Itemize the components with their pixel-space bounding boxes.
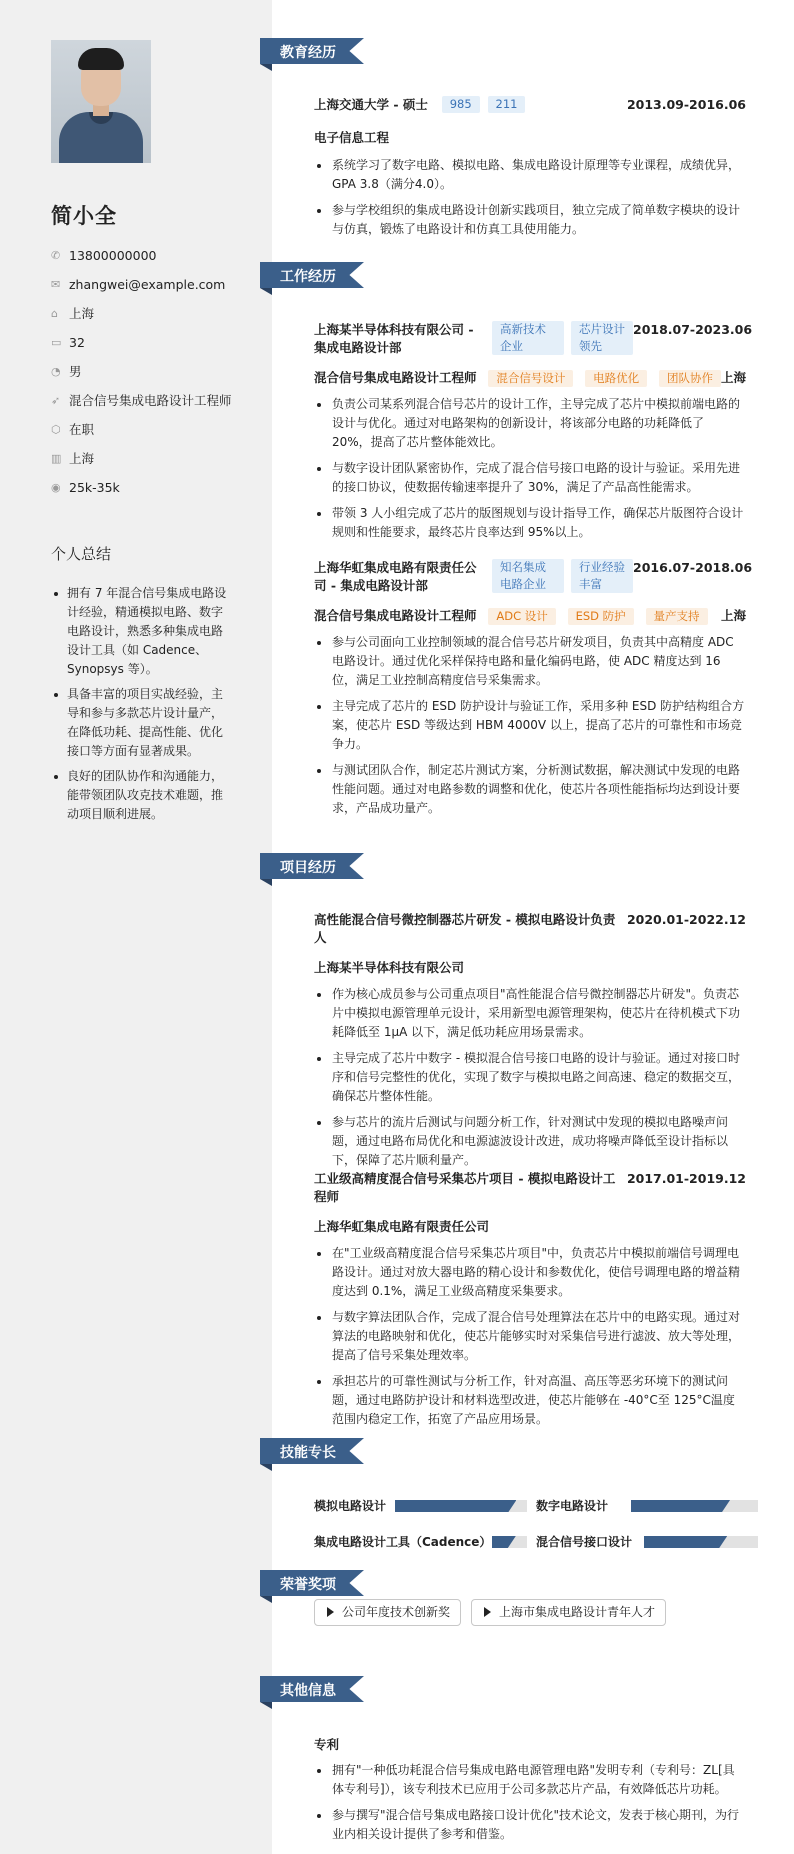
company-name: 上海华虹集成电路有限责任公司 - 集成电路设计部 bbox=[314, 560, 477, 593]
work-entry bbox=[314, 559, 753, 825]
edu-date: 2013.09-2016.06 bbox=[626, 97, 746, 112]
info-age bbox=[51, 333, 256, 352]
status-text: 在职 bbox=[69, 422, 95, 437]
play-icon bbox=[484, 1607, 491, 1617]
info-position bbox=[51, 391, 256, 410]
work-bullets bbox=[314, 395, 746, 542]
bullet-item: 与数字算法团队合作，完成了混合信号处理算法在芯片中的电路实现。通过对算法的电路映射和优化，使芯片能够实时对采集信号进行滤波、放大等处理，提高了信号采集处理效率。 bbox=[314, 1308, 746, 1365]
phone-text: 13800000000 bbox=[69, 248, 157, 263]
profile-photo bbox=[51, 40, 151, 163]
gender-text: 男 bbox=[69, 364, 82, 379]
play-icon bbox=[327, 1607, 334, 1617]
award-item bbox=[314, 1599, 461, 1626]
position-text: 混合信号集成电路设计工程师 bbox=[69, 393, 232, 408]
section-title: 项目经历 bbox=[280, 860, 336, 876]
info-status bbox=[51, 420, 256, 439]
major: 电子信息工程 bbox=[314, 130, 390, 145]
patent-heading: 专利 bbox=[314, 1737, 340, 1752]
project-bullets bbox=[314, 985, 746, 1170]
info-city bbox=[51, 304, 256, 323]
edu-bullets bbox=[314, 156, 746, 239]
award-item bbox=[471, 1599, 666, 1626]
award-text: 上海市集成电路设计青年人才 bbox=[499, 1605, 656, 1619]
job-title: 混合信号集成电路设计工程师 bbox=[314, 608, 477, 623]
bullet-item: 参与公司面向工业控制领域的混合信号芯片研发项目，负责其中高精度 ADC 电路设计。通过优化采样保持电路和量化编码电路，使 ADC 精度达到 16 位，满足工业控制高精度信号采集需求。 bbox=[314, 633, 746, 690]
education-entry bbox=[314, 96, 746, 246]
gender-icon: ◔ bbox=[51, 365, 61, 378]
bullet-item: 带领 3 人小组完成了芯片的版图规划与设计指导工作，确保芯片版图符合设计规则和性能要求，最终芯片良率达到 95%以上。 bbox=[314, 504, 746, 542]
section-header-skills bbox=[260, 1438, 364, 1464]
section-title: 荣誉奖项 bbox=[280, 1577, 336, 1593]
project-date: 2020.01-2022.12 bbox=[626, 912, 746, 927]
city-text: 上海 bbox=[69, 306, 95, 321]
salary-icon: ◉ bbox=[51, 481, 61, 494]
company-tag: 高新技术企业 bbox=[492, 321, 564, 355]
project-bullets bbox=[314, 1244, 746, 1429]
skill-tag: ESD 防护 bbox=[568, 608, 634, 625]
skill-bar bbox=[644, 1536, 758, 1548]
bullet-item: 与测试团队合作，制定芯片测试方案，分析测试数据，解决测试中发现的电路性能问题。通过对电路参数的调整和优化，使芯片各项性能指标均达到设计要求，产品成功量产。 bbox=[314, 761, 746, 818]
section-header-projects bbox=[260, 853, 364, 879]
bullet-item: 参与学校组织的集成电路设计创新实践项目，独立完成了简单数字模块的设计与仿真，锻炼了电路设计和仿真工具使用能力。 bbox=[314, 201, 746, 239]
work-date: 2016.07-2018.06 bbox=[633, 560, 753, 575]
skill-bar bbox=[395, 1500, 527, 1512]
contact-info bbox=[51, 246, 256, 507]
bullet-item: 与数字设计团队紧密协作，完成了混合信号接口电路的设计与验证。采用先进的接口协议，使数据传输速率提升了 30%，满足了产品高性能需求。 bbox=[314, 459, 746, 497]
skill-name: 模拟电路设计 bbox=[314, 1499, 387, 1513]
award-text: 公司年度技术创新奖 bbox=[342, 1605, 451, 1619]
skill-bar-fill bbox=[492, 1536, 516, 1548]
company-name: 上海某半导体科技有限公司 - 集成电路设计部 bbox=[314, 322, 474, 355]
skill-name: 混合信号接口设计 bbox=[536, 1535, 633, 1549]
bullet-item: 参与芯片的流片后测试与问题分析工作，针对测试中发现的模拟电路噪声问题，通过电路布局优化和电源滤波设计改进，成功将噪声降低至设计指标以下，保障了芯片顺利量产。 bbox=[314, 1113, 746, 1170]
skill-tag: 量产支持 bbox=[646, 608, 708, 625]
bullet-item: 在"工业级高精度混合信号采集芯片项目"中，负责芯片中模拟前端信号调理电路设计。通过对放大器电路的精心设计和参数优化，使信号调理电路的增益精度达到 0.1%，满足工业级高精度采集要求。 bbox=[314, 1244, 746, 1301]
info-target-city bbox=[51, 449, 256, 468]
bullet-item: 参与撰写"混合信号集成电路接口设计优化"技术论文，发表于核心期刊，为行业内相关设计提供了参考和借鉴。 bbox=[314, 1806, 746, 1844]
edu-tag: 985 bbox=[442, 96, 480, 113]
skill-name: 集成电路设计工具（Cadence） bbox=[314, 1535, 492, 1549]
mail-icon: ✉ bbox=[51, 278, 61, 291]
bullet-item: 系统学习了数字电路、模拟电路、集成电路设计原理等专业课程，成绩优异，GPA 3.8（满分4.0）。 bbox=[314, 156, 746, 194]
skill-bar bbox=[631, 1500, 758, 1512]
building-icon: ▥ bbox=[51, 452, 62, 465]
bullet-item: 拥有"一种低功耗混合信号集成电路电源管理电路"发明专利（专利号：ZL[具体专利号]），该专利技术已应用于公司多款芯片产品，有效降低芯片功耗。 bbox=[314, 1761, 746, 1799]
summary-title: 个人总结 bbox=[51, 545, 112, 563]
send-icon: ➶ bbox=[51, 394, 61, 407]
sidebar bbox=[0, 0, 272, 1854]
skill-bar-fill bbox=[644, 1536, 727, 1548]
bullet-item: 主导完成了芯片中数字 - 模拟混合信号接口电路的设计与验证。通过对接口时序和信号完整性的优化，实现了数字与模拟电路之间高速、稳定的数据交互，确保芯片整体性能。 bbox=[314, 1049, 746, 1106]
skill-bar-fill bbox=[631, 1500, 730, 1512]
bullet-item: 负责公司某系列混合信号芯片的设计工作，主导完成了芯片中模拟前端电路的设计与优化。通过对电路架构的创新设计，将该部分电路的功耗降低了 20%，提高了芯片整体能效比。 bbox=[314, 395, 746, 452]
skill-tag: 电路优化 bbox=[585, 370, 647, 387]
info-phone bbox=[51, 246, 256, 265]
project-entry bbox=[314, 911, 746, 1177]
other-entry bbox=[314, 1736, 746, 1851]
profile-name: 简小全 bbox=[51, 204, 117, 228]
calendar-icon: ▭ bbox=[51, 336, 62, 349]
company-tag: 知名集成电路企业 bbox=[492, 559, 564, 593]
project-company: 上海华虹集成电路有限责任公司 bbox=[314, 1219, 490, 1234]
section-title: 工作经历 bbox=[280, 269, 336, 285]
summary-item: 具备丰富的项目实战经验，主导和参与多款芯片设计量产，在降低功耗、提高性能、优化接口等方面有显著成果。 bbox=[51, 685, 231, 761]
other-bullets bbox=[314, 1761, 746, 1844]
project-title: 高性能混合信号微控制器芯片研发 - 模拟电路设计负责人 bbox=[314, 912, 616, 945]
project-company: 上海某半导体科技有限公司 bbox=[314, 960, 465, 975]
section-title: 教育经历 bbox=[280, 45, 336, 61]
skill-bar-fill bbox=[395, 1500, 516, 1512]
section-header-work bbox=[260, 262, 364, 288]
target-city-text: 上海 bbox=[69, 451, 95, 466]
company-tag: 芯片设计领先 bbox=[571, 321, 633, 355]
school-name: 上海交通大学 - 硕士 bbox=[314, 97, 428, 112]
info-email bbox=[51, 275, 256, 294]
edu-tag: 211 bbox=[488, 96, 526, 113]
phone-icon: ✆ bbox=[51, 249, 61, 262]
skill-tag: 团队协作 bbox=[659, 370, 721, 387]
section-header-awards bbox=[260, 1570, 364, 1596]
work-city: 上海 bbox=[720, 608, 746, 623]
info-salary bbox=[51, 478, 256, 497]
job-title: 混合信号集成电路设计工程师 bbox=[314, 370, 477, 385]
skill-name: 数字电路设计 bbox=[536, 1499, 609, 1513]
section-header-other bbox=[260, 1676, 364, 1702]
info-gender bbox=[51, 362, 256, 381]
email-text: zhangwei@example.com bbox=[69, 277, 226, 292]
work-entry bbox=[314, 321, 753, 549]
section-title: 技能专长 bbox=[280, 1445, 336, 1461]
skill-bar bbox=[492, 1536, 527, 1548]
bullet-item: 作为核心成员参与公司重点项目"高性能混合信号微控制器芯片研发"。负责芯片中模拟电源管理单元设计，采用新型电源管理架构，使芯片在待机模式下功耗降低至 1μA 以下，满足低功耗应用场景需求。 bbox=[314, 985, 746, 1042]
skill-tag: 混合信号设计 bbox=[488, 370, 573, 387]
summary-item: 拥有 7 年混合信号集成电路设计经验，精通模拟电路、数字电路设计，熟悉多种集成电路设计工具（如 Cadence、Synopsys 等）。 bbox=[51, 584, 231, 679]
section-title: 其他信息 bbox=[280, 1683, 336, 1699]
bullet-item: 承担芯片的可靠性测试与分析工作，针对高温、高压等恶劣环境下的测试问题，通过电路防护设计和材料选型改进，使芯片能够在 -40°C至 125°C温度范围内稳定工作，拓宽了产品应用场景。 bbox=[314, 1372, 746, 1429]
company-tag: 行业经验丰富 bbox=[571, 559, 633, 593]
summary-item: 良好的团队协作和沟通能力，能带领团队攻克技术难题，推动项目顺利进展。 bbox=[51, 767, 231, 824]
home-icon: ⌂ bbox=[51, 307, 58, 320]
work-city: 上海 bbox=[720, 370, 746, 385]
project-title: 工业级高精度混合信号采集芯片项目 - 模拟电路设计工程师 bbox=[314, 1171, 616, 1204]
project-date: 2017.01-2019.12 bbox=[626, 1171, 746, 1186]
section-header-education bbox=[260, 38, 364, 64]
work-date: 2018.07-2023.06 bbox=[633, 322, 753, 337]
work-bullets bbox=[314, 633, 746, 818]
age-text: 32 bbox=[69, 335, 85, 350]
status-icon: ⬡ bbox=[51, 423, 61, 436]
skill-tag: ADC 设计 bbox=[488, 608, 555, 625]
summary-list bbox=[51, 584, 231, 830]
project-entry bbox=[314, 1170, 746, 1436]
bullet-item: 主导完成了芯片的 ESD 防护设计与验证工作，采用多种 ESD 防护结构组合方案，使芯片 ESD 等级达到 HBM 4000V 以上，提高了芯片的可靠性和市场竞争力。 bbox=[314, 697, 746, 754]
salary-text: 25k-35k bbox=[69, 480, 120, 495]
